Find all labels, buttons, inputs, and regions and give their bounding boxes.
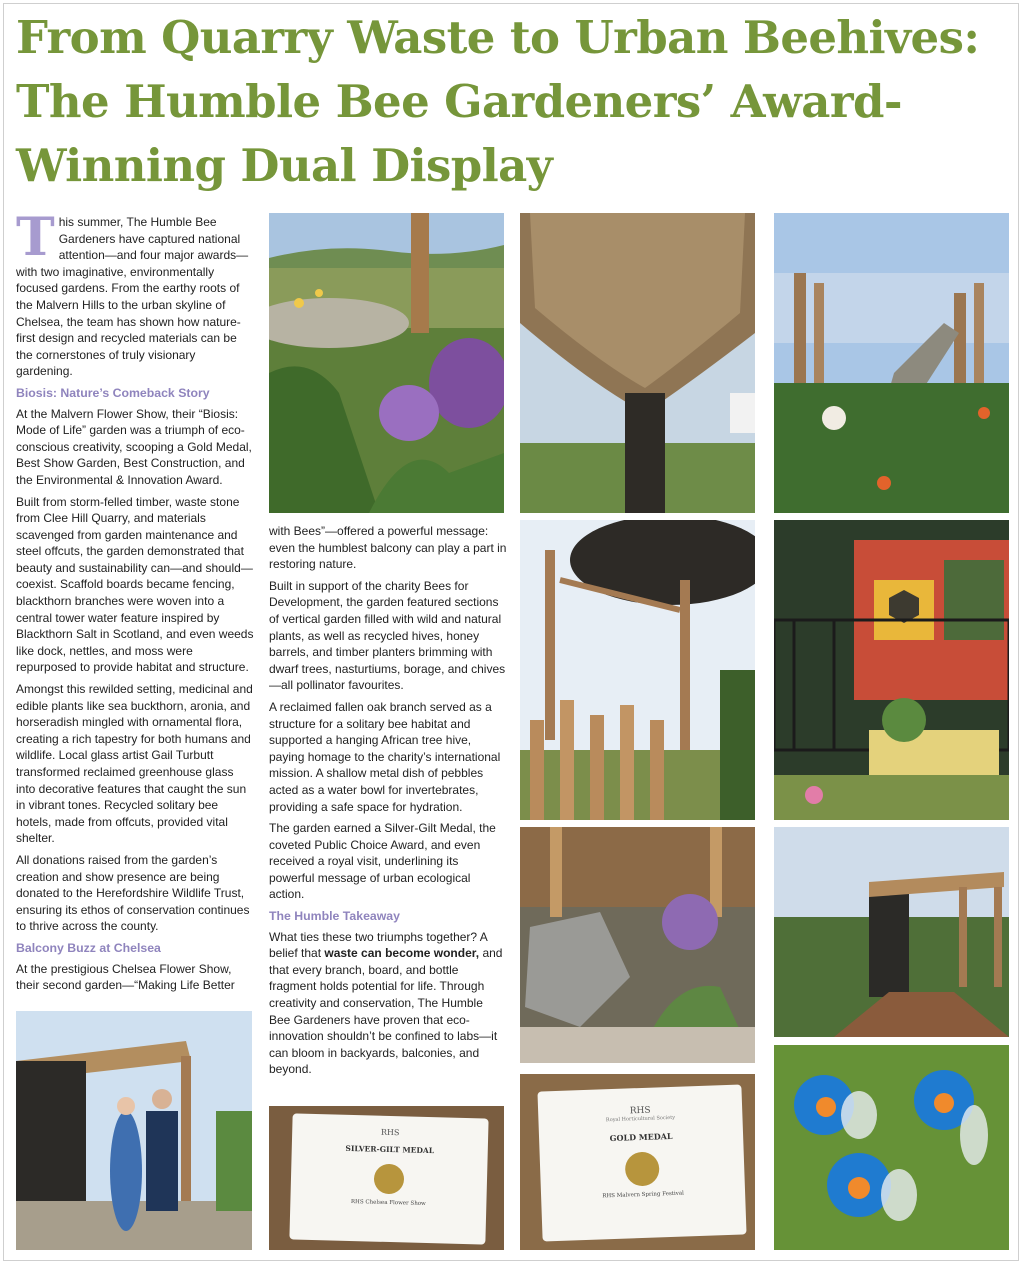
- intro-text: his summer, The Humble Bee Gardeners have captured national attention—and four major awards—with two imaginative, environmentally focused gardens. From the earthy roots of the Malvern Hills to the urban skyline of Chelsea, the team has shown how nature-first design and recycled materials can be the cornerstones of truly visionary gardening.: [16, 215, 249, 379]
- photo-alliums-stone: [520, 827, 755, 1063]
- chelsea-paragraph-continued: with Bees”—offered a powerful message: even the humblest balcony can play a part in restoring nature.: [269, 524, 507, 572]
- section-heading-takeaway: The Humble Takeaway: [269, 909, 400, 924]
- certificate-org: RHS: [629, 1105, 651, 1117]
- takeaway-paragraph: [269, 929, 507, 1078]
- headline: From Quarry Waste to Urban Beehives: The Humble Bee Gardeners’ Award-Winning Dual Display: [16, 11, 980, 192]
- chelsea-paragraph-1: Built in support of the charity Bees for Development, the garden featured sections of vertical garden filled with wild and natural plants, as well as recycled hives, honey barrels, and timber planters brimming with dwarf trees, nasturtiums, borage, and chives—all pollinator favourites.: [269, 578, 506, 693]
- chelsea-paragraph-start: At the prestigious Chelsea Flower Show, their second garden—“Making Life Better: [16, 961, 235, 993]
- photo-hive-structure: [520, 520, 755, 820]
- certificate-subtitle: Royal Horticultural Society: [605, 1114, 676, 1124]
- certificate-title: SILVER-GILT MEDAL: [345, 1143, 435, 1156]
- photo-balcony-garden: [774, 520, 1009, 820]
- certificate-event: RHS Malvern Spring Festival: [602, 1190, 684, 1200]
- biosis-paragraph-3: Amongst this rewilded setting, medicinal and edible plants like sea buckthorn, aronia, and horseradish mingled with ornamental flora, creating a rich tapestry for both humans and wildlife. Local glass artist Gail Turbutt transformed reclaimed greenhouse glass into decorative features that caught the sun in vibrant tones. Recycled solitary bee hotels, made from offcuts, provided vital shelter.: [16, 682, 253, 846]
- intro-paragraph: [16, 207, 254, 380]
- section-heading-biosis: Biosis: Nature’s Comeback Story: [16, 385, 210, 400]
- article-column-1: [16, 207, 254, 999]
- drop-cap: T: [16, 207, 55, 268]
- chelsea-paragraph-2: A reclaimed fallen oak branch served as a structure for a solitary bee habitat and supported a hanging African tree hive, paying homage to the charity’s international mission. A shallow metal dish of pebbles acted as a water bowl for invertebrates, providing a safe space for hydration.: [269, 699, 501, 814]
- photo-gardeners-chelsea: [16, 1011, 252, 1250]
- certificate-title: GOLD MEDAL: [609, 1130, 673, 1144]
- certificate-event: RHS Chelsea Flower Show: [350, 1199, 426, 1207]
- certificate-gold: [520, 1074, 755, 1250]
- section-heading-chelsea: Balcony Buzz at Chelsea: [16, 940, 161, 955]
- biosis-paragraph-1: At the Malvern Flower Show, their “Biosis: Mode of Life” garden was a triumph of eco-conscious creativity, scooping a Gold Medal, Best Show Garden, Best Construction, and the Environmental & Innovation Award.: [16, 406, 252, 487]
- takeaway-text-1: What ties these two triumphs together? A belief that: [269, 929, 488, 961]
- photo-malvern-alliums: [269, 213, 504, 513]
- biosis-paragraph-2: Built from storm-felled timber, waste stone from Clee Hill Quarry, and materials scavenged from garden maintenance and steel offcuts, the garden demonstrated that beauty and sustainability can—and should—coexist. Scaffold boards became fencing, blackthorn branches were woven into a central tower water feature inspired by Blackthorn Salt in Scotland, and even weeds like dock, nettles, and moss were repurposed to provide habitat and structure.: [16, 494, 254, 675]
- photo-arch-walkway: [774, 827, 1009, 1037]
- takeaway-text-2: and that every branch, board, and bottle fragment holds potential for life. Through creativity and conservation, The Humble Bee Gardeners have proven that eco-innovation shouldn’t be confined to labs—it can bloom in backyards, balconies, and beyond.: [269, 946, 503, 1077]
- certificate-card: [537, 1084, 746, 1241]
- takeaway-bold: waste can become wonder,: [324, 946, 480, 961]
- photo-badges-grass: [774, 1045, 1009, 1250]
- medal-seal-icon: [625, 1151, 660, 1186]
- biosis-paragraph-4: All donations raised from the garden’s creation and show presence are being donated to the Herefordshire Wildlife Trust, ensuring its ethos of conservation continues to thrive across the county.: [16, 852, 250, 934]
- certificate-card: [289, 1113, 488, 1244]
- certificate-silver-gilt: [269, 1106, 504, 1250]
- chelsea-paragraph-3: The garden earned a Silver-Gilt Medal, the coveted Public Choice Award, and even received a royal visit, underlining its powerful message of urban ecological action.: [269, 821, 496, 902]
- certificate-org: RHS: [380, 1127, 400, 1138]
- photo-oak-branch-tower: [520, 213, 755, 513]
- medal-seal-icon: [374, 1164, 405, 1195]
- photo-fence-tree: [774, 213, 1009, 513]
- article-column-2: [269, 523, 507, 1083]
